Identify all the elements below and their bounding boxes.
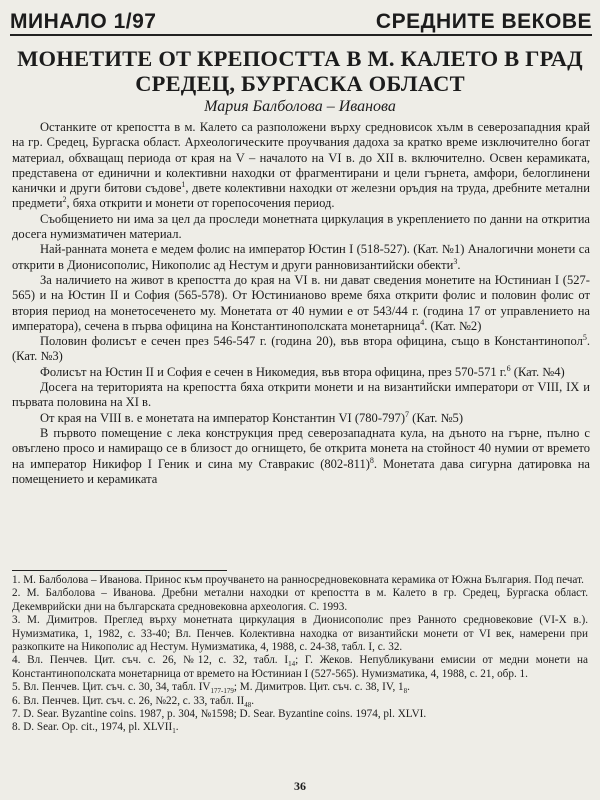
section-name: СРЕДНИТЕ ВЕКОВЕ bbox=[375, 10, 592, 33]
footnotes bbox=[12, 574, 588, 735]
footnote bbox=[12, 654, 588, 681]
text-run: 6. Вл. Пенчев. Цит. съч. с. 26, №22, с. 33, табл. II bbox=[12, 694, 245, 707]
body-paragraph bbox=[12, 426, 590, 487]
footnote bbox=[12, 695, 588, 708]
text-run: Най-ранната монета е медем фолис на император Юстин I (518-527). (Кат. №1) Аналогични монети са открити в Дионисополис, Никополис ад Нестум и други ранновизантийски обекти bbox=[12, 242, 590, 272]
note-ref: 8 bbox=[369, 455, 374, 465]
text-run: . Монетата дава сигурна датировка на помещението и керамиката bbox=[12, 456, 590, 486]
body-paragraph bbox=[12, 334, 590, 365]
text-run: Съобщението ни има за цел да проследи монетната циркулация в укреплението по данни на откритиа досега нумизматичен материал. bbox=[12, 211, 590, 242]
text-run: 5. Вл. Пенчев. Цит. съч. с. 30, 34, табл. IV bbox=[12, 681, 211, 694]
text-run: 8. D. Sear. Op. cit., 1974, pl. XLVII bbox=[12, 721, 173, 734]
text-run: . bbox=[457, 257, 461, 272]
note-ref: 5 bbox=[582, 332, 587, 342]
footnote bbox=[12, 708, 588, 721]
subscript: 8 bbox=[403, 687, 408, 696]
text-run: . bbox=[407, 681, 410, 694]
text-run: 4. Вл. Пенчев. Цит. съч. с. 26, №12, с. 32, табл. I bbox=[12, 654, 289, 667]
subscript: 48 bbox=[244, 700, 252, 709]
footnote bbox=[12, 614, 588, 654]
title-line-2: СРЕДЕЦ, БУРГАСКА ОБЛАСТ bbox=[135, 71, 465, 96]
article-author: Мария Балболова – Иванова bbox=[204, 98, 396, 115]
text-run: Половин фолисът е сечен през 546-547 г. (година 20), във втора официна, също в Константинопол bbox=[40, 334, 583, 349]
note-ref: 7 bbox=[405, 409, 409, 419]
text-run: 3. М. Димитров. Преглед върху монетната циркулация в Дионисополис през Ранното средновековие (VI-X в.). Нумизматика, 1, 1982, с. 33-40; Вл. Пенчев. Колективна находка от византийски монети от VI век, намерени при разкопките на Никополис ад Нестум. Нумизматика, 4, 1988, с. 24-38, табл. I, с. 32. bbox=[12, 614, 588, 654]
text-run: ; Г. Жеков. Непубликувани емисии от медни монети на Константинополската монетарница от времето на Юстиниан I (527-565). Нумизматика, 4, 1988, с. 21, обр. 1. bbox=[12, 654, 588, 680]
text-run: Останките от крепостта в м. Калето са разположени върху средновисок хълм в северозападния край на гр. Средец, Бургаска област. Археологическите проучвания дадоха за кратко време изключително богат материал, обхващащ периода от края на V – началото на VI в. до XII в. включително. Освен керамиката, представена от единични и колективни находки от фрагментирани и цели гърнета, амфори, белоглинени канички и други битови съдове bbox=[12, 120, 590, 196]
subscript: 14 bbox=[288, 660, 296, 669]
text-run: , бяха открити и монети от горепосочения период. bbox=[66, 196, 335, 211]
text-run: . (Кат. №3) bbox=[12, 334, 590, 364]
article-title bbox=[14, 46, 586, 96]
text-run: В първото помещение с лека конструкция пред северозападната кула, на дъното на гърне, пълно с овъглено просо и намиращо се в близост до огнището, бе открита монета на стойност 40 нумии от времето на император Никифор I Геник и сина му Ставракис (802-811) bbox=[12, 425, 590, 471]
footnote bbox=[12, 587, 588, 614]
text-run: 2. М. Балболова – Иванова. Дребни метални находки от крепостта в м. Калето в гр. Средец, Бургаска област. Декемврийски дни на българската средновековна археология. С. 1993. bbox=[12, 587, 588, 613]
note-ref: 3 bbox=[453, 256, 458, 266]
text-run: , двете колективни находки от железни оръдия на труда, дребните метални предмети bbox=[12, 181, 590, 211]
body-paragraph bbox=[12, 120, 590, 212]
page-number: 36 bbox=[294, 779, 306, 793]
note-ref: 4 bbox=[420, 317, 425, 327]
text-run: От края на VIII в. е монетата на император Константин VI (780-797) bbox=[40, 410, 405, 425]
text-run: Досега на територията на крепостта бяха открити монети и на византийски императори от VIII, IX и първата половина на XI в. bbox=[12, 380, 590, 410]
journal-issue: МИНАЛО 1/97 bbox=[10, 10, 157, 33]
text-run: . (Кат. №2) bbox=[424, 318, 482, 333]
body-paragraph bbox=[12, 212, 590, 243]
text-run: 7. D. Sear. Byzantine coins. 1987, p. 304, №1598; D. Sear. Byzantine coins. 1974, pl. XLVI. bbox=[12, 708, 427, 721]
subscript: 177-179 bbox=[210, 687, 234, 696]
body-paragraph bbox=[12, 411, 590, 426]
running-header bbox=[10, 6, 592, 36]
body-paragraph bbox=[12, 380, 590, 411]
note-ref: 1 bbox=[181, 180, 186, 190]
text-run: 1. М. Балболова – Иванова. Принос към проучването на ранносредновековната керамика от Южна България. Под печат. bbox=[12, 574, 584, 586]
footnote-divider bbox=[12, 570, 227, 571]
article-body bbox=[12, 120, 590, 487]
text-run: (Кат. №4) bbox=[510, 364, 565, 379]
body-paragraph bbox=[12, 242, 590, 273]
text-run: ; М. Димитров. Цит. съч. с. 38, IV, 1 bbox=[233, 681, 404, 694]
text-run: . bbox=[175, 721, 179, 734]
note-ref: 2 bbox=[62, 195, 67, 205]
subscript: 1 bbox=[172, 727, 176, 736]
footnote bbox=[12, 721, 588, 734]
body-paragraph bbox=[12, 273, 590, 334]
text-run: За наличието на живот в крепостта до края на VI в. ни дават сведения монетите на Юстиниан I (527-565) и на Юстин II и София (565-578). От Юстиниановo време бяха открити фолис и половин фолис от втория период на монетосеченето му. Монетата от 40 нумии е от 543/44 г. (година 17 от управлението на императора), сечена в първа официна на Константинополската монетарница bbox=[12, 272, 590, 333]
note-ref: 6 bbox=[506, 363, 511, 373]
text-run: . bbox=[251, 694, 254, 707]
footnote bbox=[12, 681, 588, 694]
body-paragraph bbox=[12, 365, 590, 380]
title-line-1: МОНЕТИТЕ ОТ КРЕПОСТТА В М. КАЛЕТО В ГРАД bbox=[17, 46, 583, 71]
text-run: (Кат. №5) bbox=[409, 410, 463, 425]
text-run: Фолисът на Юстин II и София е сечен в Никомедия, във втора официна, през 570-571 г. bbox=[40, 364, 507, 379]
footnote bbox=[12, 574, 588, 587]
